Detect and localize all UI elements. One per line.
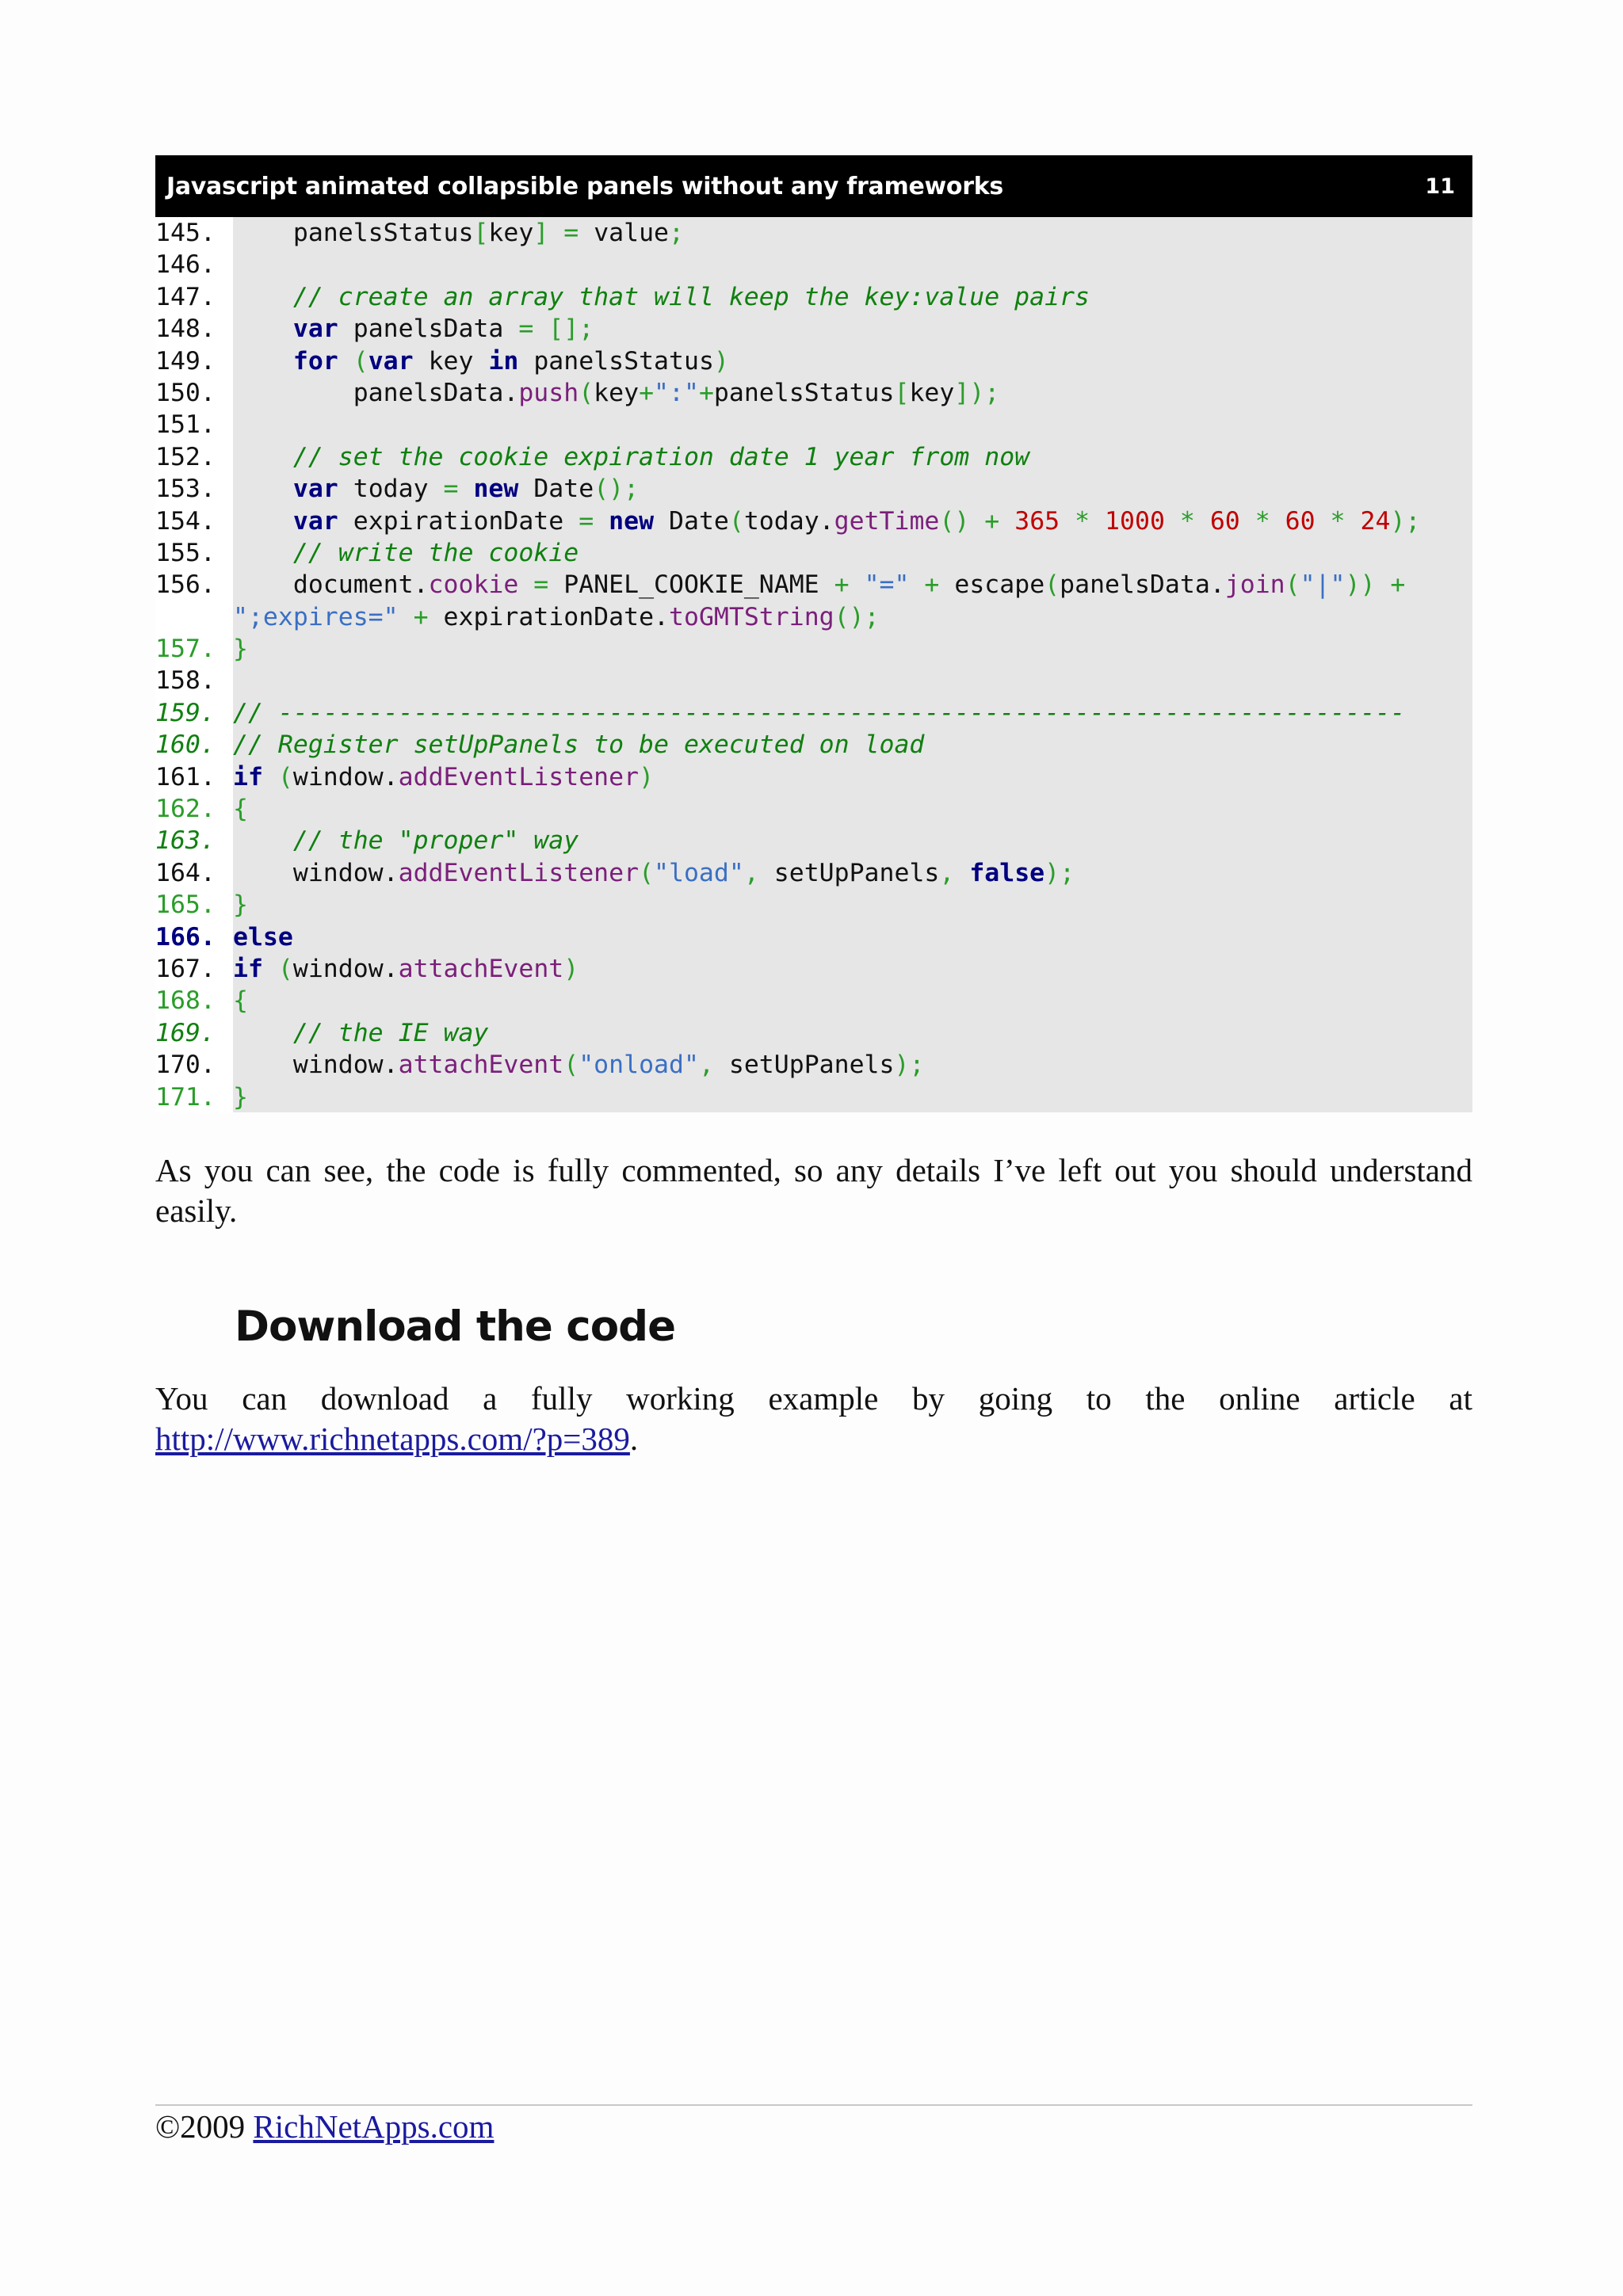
code-token: for bbox=[292, 346, 338, 376]
code-line bbox=[155, 281, 1472, 313]
code-line bbox=[155, 345, 1472, 377]
code-token bbox=[233, 507, 293, 536]
code-token: , bbox=[939, 858, 970, 887]
code-token: PANEL_COOKIE_NAME bbox=[563, 570, 834, 600]
line-number: 148. bbox=[155, 315, 216, 344]
code-token: panelsStatus bbox=[233, 219, 474, 247]
code-line bbox=[155, 857, 1472, 889]
code-token: window. bbox=[233, 858, 399, 887]
code-token: + bbox=[698, 378, 714, 407]
page-number: 11 bbox=[1425, 174, 1455, 199]
code-line bbox=[155, 889, 1472, 921]
code-token: toGMTString bbox=[669, 602, 834, 631]
code-token: key bbox=[594, 378, 640, 407]
line-number: 167. bbox=[155, 954, 216, 983]
code-token: window. bbox=[233, 1051, 399, 1080]
code-text bbox=[233, 763, 654, 791]
copyright-text: ©2009 bbox=[155, 2108, 246, 2145]
header-title: Javascript animated collapsible panels without any frameworks bbox=[166, 172, 1003, 200]
code-text bbox=[233, 507, 1420, 536]
code-token: panelsStatus bbox=[713, 378, 895, 407]
code-token: addEventListener bbox=[398, 762, 640, 791]
code-token: { bbox=[233, 986, 248, 1016]
code-text bbox=[233, 570, 1405, 599]
code-token: + bbox=[834, 570, 865, 600]
code-token: panelsStatus bbox=[518, 346, 714, 376]
code-line bbox=[155, 377, 1472, 409]
code-token: panelsData. bbox=[1060, 570, 1225, 600]
code-token: [ bbox=[894, 378, 910, 407]
code-token: "=" bbox=[864, 570, 910, 600]
code-token: escape bbox=[954, 570, 1045, 600]
line-number: 171. bbox=[155, 1082, 216, 1112]
download-period: . bbox=[629, 1421, 639, 1457]
code-token: "load" bbox=[654, 858, 744, 887]
code-token: setUpPanels bbox=[728, 1051, 895, 1080]
code-token: ] bbox=[533, 219, 549, 247]
code-token: if bbox=[233, 762, 263, 791]
footer-link[interactable]: RichNetApps.com bbox=[253, 2108, 495, 2145]
code-token: ";expires=" bbox=[233, 602, 399, 631]
code-token: () + bbox=[939, 506, 1015, 536]
code-line bbox=[155, 1081, 1472, 1113]
code-token: ( bbox=[563, 1051, 579, 1080]
code-token: 24 bbox=[1360, 506, 1391, 536]
code-token: window. bbox=[292, 954, 399, 983]
code-text bbox=[233, 603, 880, 631]
code-token: // the IE way bbox=[233, 1018, 489, 1047]
line-number: 163. bbox=[155, 826, 216, 856]
code-token: } bbox=[233, 635, 248, 664]
code-line bbox=[155, 1049, 1472, 1081]
page-header bbox=[155, 155, 1472, 217]
code-line bbox=[155, 825, 1472, 856]
line-number: 165. bbox=[155, 891, 216, 920]
code-token: "|" bbox=[1300, 570, 1346, 600]
code-token: ":" bbox=[654, 378, 699, 407]
code-token: ( bbox=[579, 378, 594, 407]
code-token: in bbox=[488, 346, 519, 376]
line-number: 161. bbox=[155, 762, 216, 791]
line-number: 156. bbox=[155, 570, 216, 600]
code-token: key bbox=[413, 346, 489, 376]
code-token: attachEvent bbox=[398, 954, 564, 983]
code-text bbox=[233, 1051, 924, 1079]
code-text bbox=[233, 955, 579, 983]
code-line bbox=[155, 473, 1472, 505]
code-token: ( bbox=[262, 762, 293, 791]
code-token: ( bbox=[728, 506, 744, 536]
line-number: 162. bbox=[155, 795, 216, 824]
code-token: window. bbox=[292, 762, 399, 791]
code-token: if bbox=[233, 954, 263, 983]
line-number: 158. bbox=[155, 666, 216, 696]
code-text bbox=[233, 347, 729, 376]
code-token: ( bbox=[262, 954, 293, 983]
code-token: + bbox=[398, 602, 444, 631]
code-token: cookie bbox=[428, 570, 519, 600]
line-number: 145. bbox=[155, 219, 216, 247]
article-link[interactable]: http://www.richnetapps.com/?p=389 bbox=[155, 1421, 630, 1457]
code-token: push bbox=[518, 378, 579, 407]
code-token: ); bbox=[1044, 858, 1075, 887]
code-line bbox=[155, 537, 1472, 569]
code-token: * bbox=[1239, 506, 1285, 536]
code-token: false bbox=[969, 858, 1045, 887]
line-number: 160. bbox=[155, 730, 216, 760]
line-number: 157. bbox=[155, 635, 216, 664]
code-token: = bbox=[579, 506, 609, 536]
code-line bbox=[155, 665, 1472, 696]
code-text bbox=[233, 986, 248, 1015]
code-line bbox=[155, 793, 1472, 825]
code-token bbox=[233, 315, 293, 343]
code-token: ; bbox=[669, 219, 684, 247]
code-token: today. bbox=[743, 506, 834, 536]
code-token: * bbox=[1315, 506, 1361, 536]
code-token: var bbox=[292, 506, 338, 536]
code-token bbox=[233, 347, 293, 376]
page-footer bbox=[155, 2107, 494, 2145]
code-token: var bbox=[292, 315, 338, 344]
code-token: } bbox=[233, 891, 248, 920]
code-text bbox=[233, 315, 594, 343]
code-token: Date bbox=[518, 475, 594, 504]
code-line bbox=[155, 409, 1472, 441]
code-token: ) bbox=[639, 762, 655, 791]
code-token: today bbox=[338, 475, 444, 504]
code-token: ( bbox=[1285, 570, 1300, 600]
code-token: (); bbox=[594, 475, 640, 504]
paragraph-commented: As you can see, the code is fully commented, so any details I’ve left out you should understand easily. bbox=[155, 1152, 1472, 1229]
code-text bbox=[233, 283, 1090, 311]
code-text bbox=[233, 1019, 488, 1047]
code-line bbox=[155, 441, 1472, 473]
line-number: 152. bbox=[155, 442, 216, 471]
code-text bbox=[233, 475, 639, 503]
code-line bbox=[155, 249, 1472, 280]
line-number: 151. bbox=[155, 410, 216, 440]
code-token: ); bbox=[894, 1051, 925, 1080]
code-line bbox=[155, 505, 1472, 537]
line-number: 166. bbox=[155, 922, 216, 952]
code-token: getTime bbox=[834, 506, 940, 536]
code-token: key bbox=[909, 378, 955, 407]
line-number: 168. bbox=[155, 986, 216, 1016]
code-token: expirationDate. bbox=[443, 602, 670, 631]
download-text: You can download a fully working example by going to the online article at bbox=[155, 1380, 1472, 1417]
code-token: 365 bbox=[1014, 506, 1060, 536]
code-token: setUpPanels bbox=[773, 858, 940, 887]
code-token: = bbox=[518, 570, 564, 600]
code-line bbox=[155, 985, 1472, 1016]
code-token: { bbox=[233, 795, 248, 824]
code-token: * bbox=[1060, 506, 1106, 536]
code-text bbox=[233, 891, 248, 919]
code-listing bbox=[155, 217, 1472, 1112]
code-line bbox=[155, 921, 1472, 953]
code-token: ) bbox=[713, 346, 729, 376]
code-token bbox=[233, 475, 293, 503]
code-token: panelsData. bbox=[233, 378, 519, 407]
code-token: join bbox=[1224, 570, 1285, 600]
code-token: )) + bbox=[1345, 570, 1406, 600]
code-text bbox=[233, 635, 248, 663]
code-token: // Register setUpPanels to be executed on load bbox=[233, 730, 925, 760]
code-text bbox=[233, 699, 1405, 727]
code-line bbox=[155, 953, 1472, 985]
code-line bbox=[155, 569, 1472, 601]
code-token: Date bbox=[654, 506, 729, 536]
code-token: [ bbox=[473, 219, 489, 247]
code-line bbox=[155, 761, 1472, 793]
line-number: 170. bbox=[155, 1051, 216, 1080]
code-line bbox=[155, 313, 1472, 345]
code-line bbox=[155, 601, 1472, 633]
code-token: document. bbox=[233, 570, 429, 600]
code-token: attachEvent bbox=[398, 1051, 564, 1080]
code-token: * bbox=[1164, 506, 1210, 536]
line-number: 146. bbox=[155, 250, 216, 280]
code-text bbox=[233, 443, 1029, 471]
code-line bbox=[155, 633, 1472, 665]
paragraph-download bbox=[155, 1379, 1472, 1459]
line-number: 150. bbox=[155, 378, 216, 407]
code-text bbox=[233, 730, 924, 759]
code-line bbox=[155, 697, 1472, 729]
code-text bbox=[233, 923, 293, 952]
code-token: + bbox=[909, 570, 955, 600]
line-number: 153. bbox=[155, 475, 216, 504]
code-token: (); bbox=[834, 602, 880, 631]
line-number: 169. bbox=[155, 1018, 216, 1047]
code-token: new bbox=[473, 475, 519, 504]
code-token: ( bbox=[338, 346, 369, 376]
code-token: 1000 bbox=[1105, 506, 1165, 536]
code-token: = bbox=[443, 475, 474, 504]
code-token: ]); bbox=[954, 378, 1000, 407]
code-token: key bbox=[488, 219, 534, 247]
code-token: "onload" bbox=[579, 1051, 699, 1080]
code-line bbox=[155, 217, 1472, 249]
code-token: ); bbox=[1390, 506, 1421, 536]
line-number: 149. bbox=[155, 346, 216, 376]
code-line bbox=[155, 1017, 1472, 1049]
line-number: 154. bbox=[155, 506, 216, 536]
line-number: 164. bbox=[155, 858, 216, 887]
code-token: value bbox=[594, 219, 670, 247]
line-number: 159. bbox=[155, 698, 216, 727]
code-token: 60 bbox=[1209, 506, 1240, 536]
code-token: // --------------------------------------------------------------------------- bbox=[233, 698, 1406, 727]
code-token: // write the cookie bbox=[233, 538, 579, 567]
code-token: new bbox=[609, 506, 655, 536]
code-token: } bbox=[233, 1082, 248, 1112]
code-token: + bbox=[639, 378, 655, 407]
footer-divider bbox=[155, 2104, 1472, 2106]
code-text bbox=[233, 859, 1075, 887]
code-token: ) bbox=[563, 954, 579, 983]
code-token: // set the cookie expiration date 1 year from now bbox=[233, 442, 1030, 471]
code-line bbox=[155, 729, 1472, 761]
code-text bbox=[233, 826, 579, 855]
code-token: panelsData bbox=[338, 315, 519, 344]
code-text bbox=[233, 219, 684, 247]
code-text bbox=[233, 1083, 248, 1112]
section-heading: Download the code bbox=[235, 1302, 676, 1351]
code-token: addEventListener bbox=[398, 858, 640, 887]
code-lines bbox=[155, 217, 1472, 1113]
code-text bbox=[233, 379, 999, 407]
code-token: var bbox=[368, 346, 414, 376]
code-token: // create an array that will keep the key:value pairs bbox=[233, 282, 1090, 311]
code-text bbox=[233, 795, 248, 823]
code-token: = []; bbox=[518, 315, 594, 344]
code-token: // the "proper" way bbox=[233, 826, 579, 856]
code-token: expirationDate bbox=[338, 506, 579, 536]
code-token: ( bbox=[639, 858, 655, 887]
line-number: 147. bbox=[155, 282, 216, 311]
code-token: ( bbox=[1044, 570, 1060, 600]
line-number: 155. bbox=[155, 538, 216, 567]
code-token: 60 bbox=[1285, 506, 1316, 536]
code-token: else bbox=[233, 922, 293, 952]
code-token: = bbox=[548, 219, 594, 247]
code-text bbox=[233, 539, 579, 567]
code-token: , bbox=[743, 858, 774, 887]
code-token: , bbox=[698, 1051, 729, 1080]
code-token: var bbox=[292, 475, 338, 504]
